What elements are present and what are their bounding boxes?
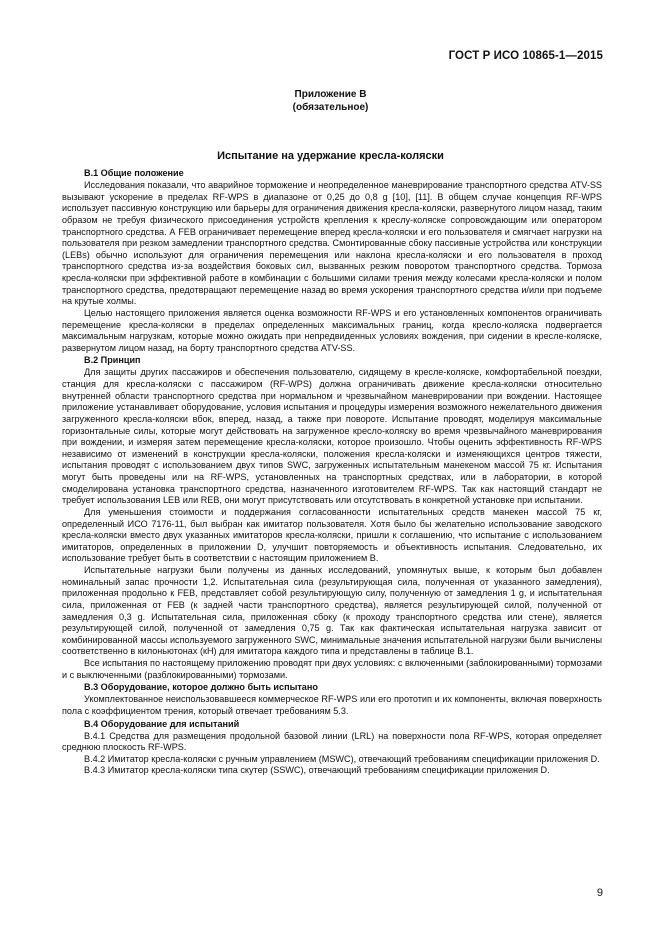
document-body <box>62 167 602 777</box>
paragraph: Целью настоящего приложения является оценка возможности RF-WPS и его установленных компонентов ограничивать перемещение кресла-коляски в пределах определенных максимальных границ, когда кресло-коляска подвергается максимальным нагрузкам, которые можно ожидать при непредвиденных условиях вождения, при сидении в кресле-коляске, развернутом лицом назад, на борту транспортного средства ATV-SS. <box>62 307 602 353</box>
standard-designation: ГОСТ Р ИСО 10865-1—2015 <box>448 50 603 62</box>
annex-status: (обязательное) <box>292 102 369 113</box>
paragraph: Для уменьшения стоимости и поддержания согласованности испытательных средств манекен массой 75 кг, определенный ИСО 7176-11, был выбран как имитатор пользователя. Хотя было бы желательно использование заводского кресла-коляски вместо двух указанных имитаторов кресла-коляски, пришли к соглашению, что испытание с использованием имитаторов, определенных в приложении D, улучшит повторяемость и объективность испытания. Следовательно, их использование требует быть в соответствии с настоящим приложением В. <box>62 506 602 564</box>
annex-header <box>0 88 661 114</box>
paragraph: Все испытания по настоящему приложению проводят при двух условиях: с включенными (заблокированными) тормозами и с выключенными (разблокированными) тормозами. <box>62 658 602 680</box>
paragraph: В.4.3 Имитатор кресла-коляски типа скутер (SSWC), отвечающий требованиям спецификации приложения D. <box>84 765 550 776</box>
section-heading-b1: В.1 Общие положение <box>84 168 184 178</box>
section-heading-b4: В.4 Оборудование для испытаний <box>84 718 240 729</box>
section-heading-b2: В.2 Принцип <box>84 355 141 366</box>
section-heading-b3: В.3 Оборудование, которое должно быть испытано <box>84 682 318 693</box>
annex-title: Испытание на удержание кресла-коляски <box>217 150 444 162</box>
paragraph: Испытательные нагрузки были получены из данных исследований, упомянутых выше, к которым был добавлен номинальный запас прочности 1,2. Испытательная сила (результирующая сила, полученная от указанного замедления), приложенная продольно к FEB, представляет собой результирующую силу, полученную от замедления 1 g, и испытательная сила, приложенная от FEB (к задней части транспортного средства), является результирующей силой, полученной от замедления 0,3 g. Испытательная сила, приложенная сбоку (к проходу транспортного средства или стене), является результирующей силой, полученной от замедления 0,75 g. Так как фактическая испытательная нагрузка зависит от комбинированной массы используемого загруженного SWC, минимальные значения испытательной нагрузки были вычислены соответственно в килоньютонах (кН) для имитатора каждого типа и представлены в таблице В.1. <box>62 565 602 657</box>
paragraph: В.4.2 Имитатор кресла-коляски с ручным управлением (MSWC), отвечающий требованиям спецификации приложения D. <box>84 753 600 764</box>
paragraph: Для защиты других пассажиров и обеспечения пользователю, сидящему в кресле-коляске, комфортабельной поездки, станция для кресла-коляски с пассажиром (RF-WPS) должна ограничивать движение кресла-коляски относительно внутренней области транспортного средства при нормальном и чрезвычайном маневрировании при вождении. Настоящее приложение устанавливает оборудование, условия испытания и процедуры измерения возможного нежелательного движения загруженного кресла-коляски вбок, вперед, назад, а также при повороте. Испытание проводят, моделируя максимальные горизонтальные силы, которые могут действовать на загруженное кресло-коляску во время чрезвычайного маневрирования при вождении, и измеряя затем перемещение кресла-коляски, которое произошло. Чтобы оценить эффективность RF-WPS независимо от изменений в конструкции кресла-коляски, положения кресла-коляски и изменяющихся центров тяжести, испытания проводят с использованием двух типов SWC, загруженных испытательным манекеном массой 75 кг. Испытания могут быть проведены или на RF-WPS, установленных на транспортных средствах, или в лаборатории, в которой смоделирована установка транспортного средства, назначенного изготовителем RF-WPS. Так как настоящий стандарт не требует использования LEB или REB, они могут присутствовать или отсутствовать в конкретной установке при испытании. <box>62 367 602 506</box>
paragraph: Укомплектованное неиспользовавшееся коммерческое RF-WPS или его прототип и их компоненты, включая поверхность пола с коэффициентом трения, который отвечает требованиям 5.3. <box>62 694 602 716</box>
annex-label: Приложение В <box>294 89 367 100</box>
paragraph: Исследования показали, что аварийное торможение и неопределенное маневрирование транспортного средства ATV-SS вызывают ускорение в пределах RF-WPS в диапазоне от 0,25 до 0,8 g [10], [11]. В общем случае концепция RF-WPS использует пассивную конструкцию или барьеры для ограничения движения кресла-коляски, развернутого лицом назад, таким образом не требуя физического присоединения устройств крепления к креслу-коляске сопровождающим или оператором транспортного средства. А FEB ограничивает перемещение вперед кресла-коляски и его пользователя и смягчает нагрузки на пользователя при резком замедлении транспортного средства. Смонтированные сбоку пассивные устройства или конструкции (LEBs) обычно используют для ограничения перемещения или наклона кресла-коляски и его пользователя в проход транспортного средства из-за воздействия боковых сил, вызванных резким поворотом транспортного средства. Тормоза кресла-коляски при эффективной работе в комбинации с большими силами трения между колесами кресла-коляски и полом транспортного средства, предотвращают перемещение назад во время ускорения транспортного средства и/или при подъеме на крутые холмы. <box>62 180 602 307</box>
paragraph: В.4.1 Средства для размещения продольной базовой линии (LRL) на поверхности пола RF-WPS, которая определяет среднюю плоскость RF-WPS. <box>62 730 602 753</box>
page-number: 9 <box>596 887 603 899</box>
